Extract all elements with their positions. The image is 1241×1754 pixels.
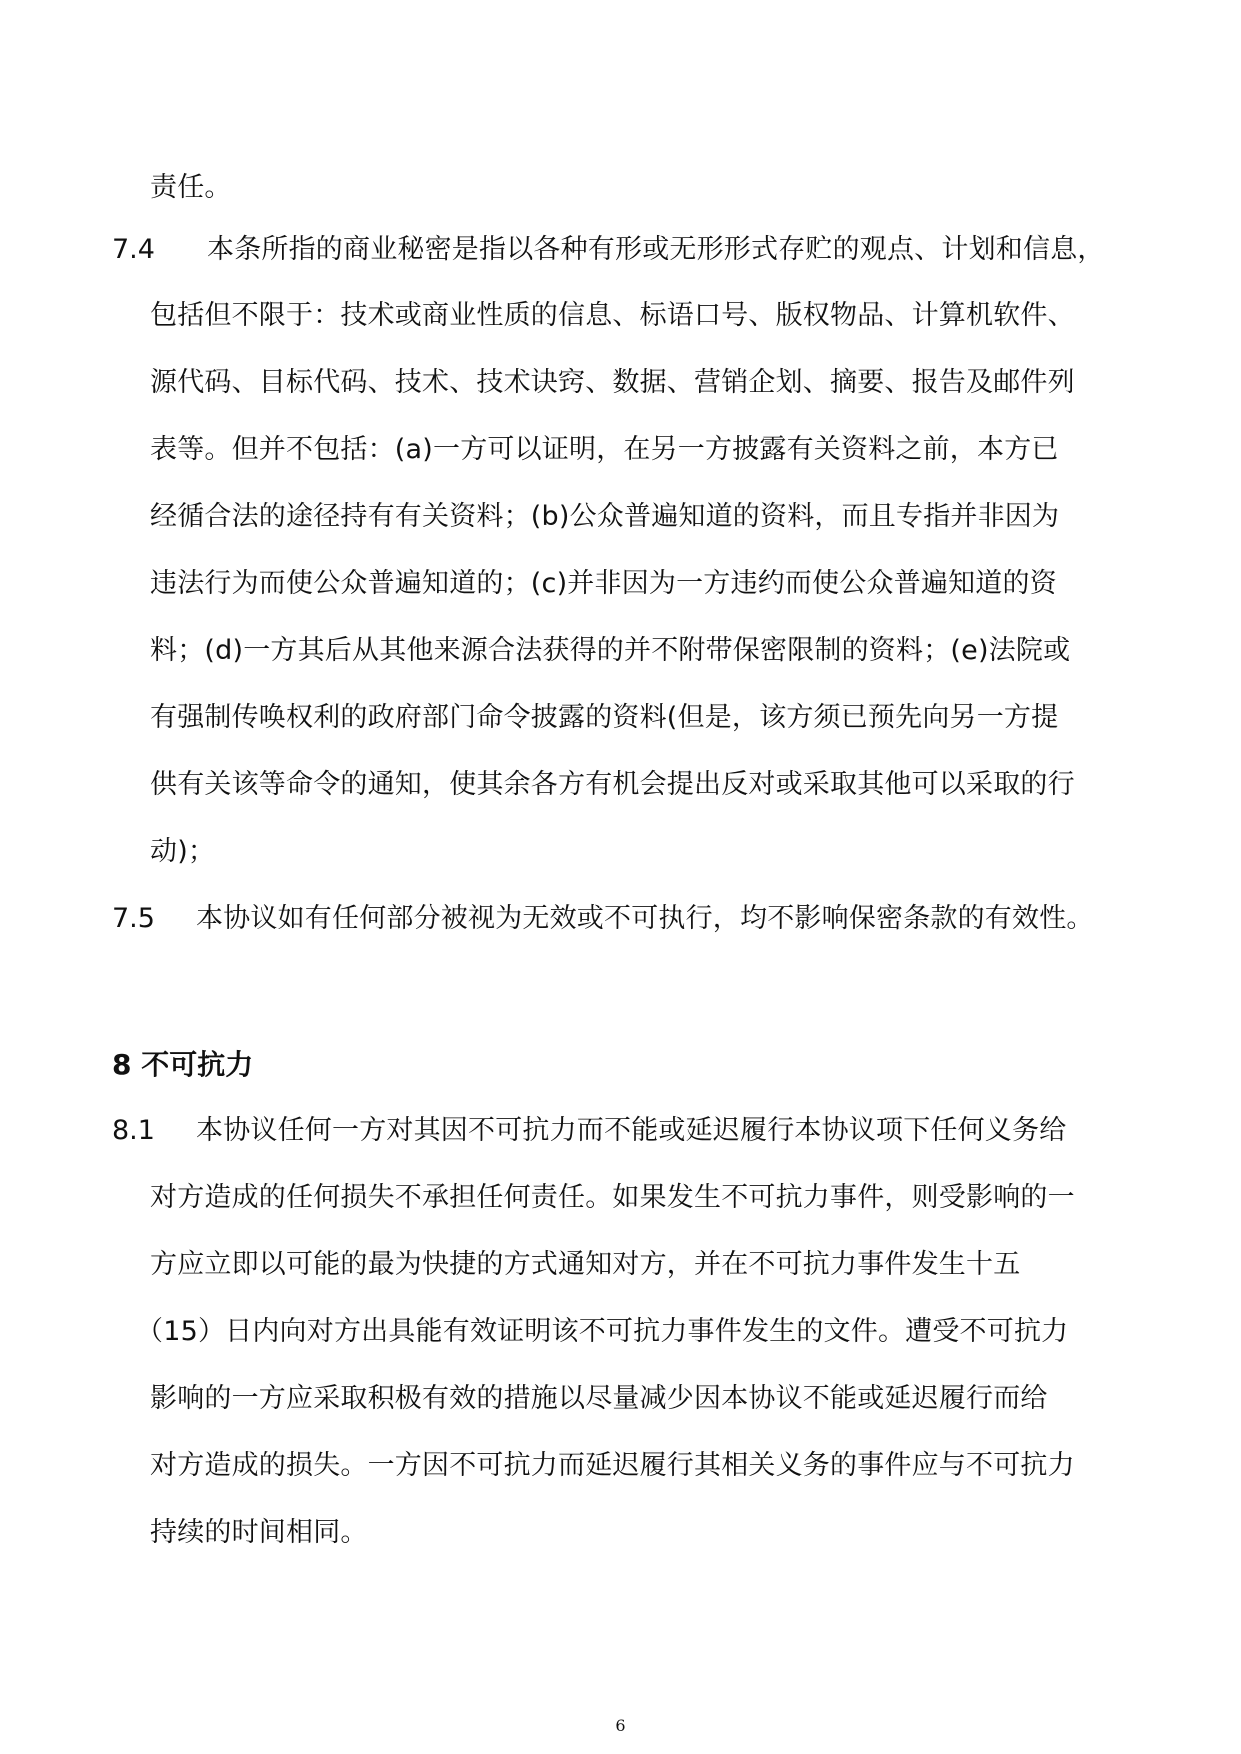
clause-7-4-line: 包括但不限于：技术或商业性质的信息、标语口号、版权物品、计算机软件、	[150, 300, 1075, 331]
clause-8-1-number: 8.1	[112, 1115, 155, 1146]
clause-7-4-line: 经循合法的途径持有有关资料；(b)公众普遍知道的资料，而且专指并非因为	[150, 501, 1060, 532]
clause-7-5-number: 7.5	[112, 903, 155, 934]
clause-8-1-line: 方应立即以可能的最为快捷的方式通知对方，并在不可抗力事件发生十五	[150, 1249, 1021, 1280]
clause-7-4-line: 有强制传唤权利的政府部门命令披露的资料(但是，该方须已预先向另一方提	[150, 702, 1059, 733]
clause-7-4-line: 违法行为而使公众普遍知道的；(c)并非因为一方违约而使公众普遍知道的资	[150, 568, 1057, 599]
clause-8-1-line: 对方造成的任何损失不承担任何责任。如果发生不可抗力事件，则受影响的一	[150, 1182, 1075, 1213]
clause-7-4-line: 动)；	[150, 836, 216, 867]
clause-7-5-text: 本协议如有任何部分被视为无效或不可执行，均不影响保密条款的有效性。	[196, 903, 1094, 934]
clause-7-4-line: 表等。但并不包括：(a)一方可以证明，在另一方披露有关资料之前，本方已	[150, 434, 1059, 465]
clause-7-4-line: 本条所指的商业秘密是指以各种有形或无形形式存贮的观点、计划和信息，	[207, 234, 1105, 265]
clause-7-4-line: 供有关该等命令的通知，使其余各方有机会提出反对或采取其他可以采取的行	[150, 769, 1075, 800]
clause-7-4-number: 7.4	[112, 234, 155, 265]
carryover-text: 责任。	[150, 172, 232, 203]
section-8-heading: 8 不可抗力	[112, 1048, 254, 1081]
clause-8-1-line: 影响的一方应采取积极有效的措施以尽量减少因本协议不能或延迟履行而给	[150, 1383, 1048, 1414]
clause-7-4-line: 料；(d)一方其后从其他来源合法获得的并不附带保密限制的资料；(e)法院或	[150, 635, 1071, 666]
clause-8-1-line: 持续的时间相同。	[150, 1517, 368, 1548]
page-number: 6	[615, 1716, 626, 1735]
clause-8-1-line: 本协议任何一方对其因不可抗力而不能或延迟履行本协议项下任何义务给	[196, 1115, 1067, 1146]
clause-7-4-line: 源代码、目标代码、技术、技术诀窍、数据、营销企划、摘要、报告及邮件列	[150, 367, 1075, 398]
clause-8-1-line: 对方造成的损失。一方因不可抗力而延迟履行其相关义务的事件应与不可抗力	[150, 1450, 1075, 1481]
clause-8-1-line: （15）日内向对方出具能有效证明该不可抗力事件发生的文件。遭受不可抗力	[136, 1316, 1069, 1347]
